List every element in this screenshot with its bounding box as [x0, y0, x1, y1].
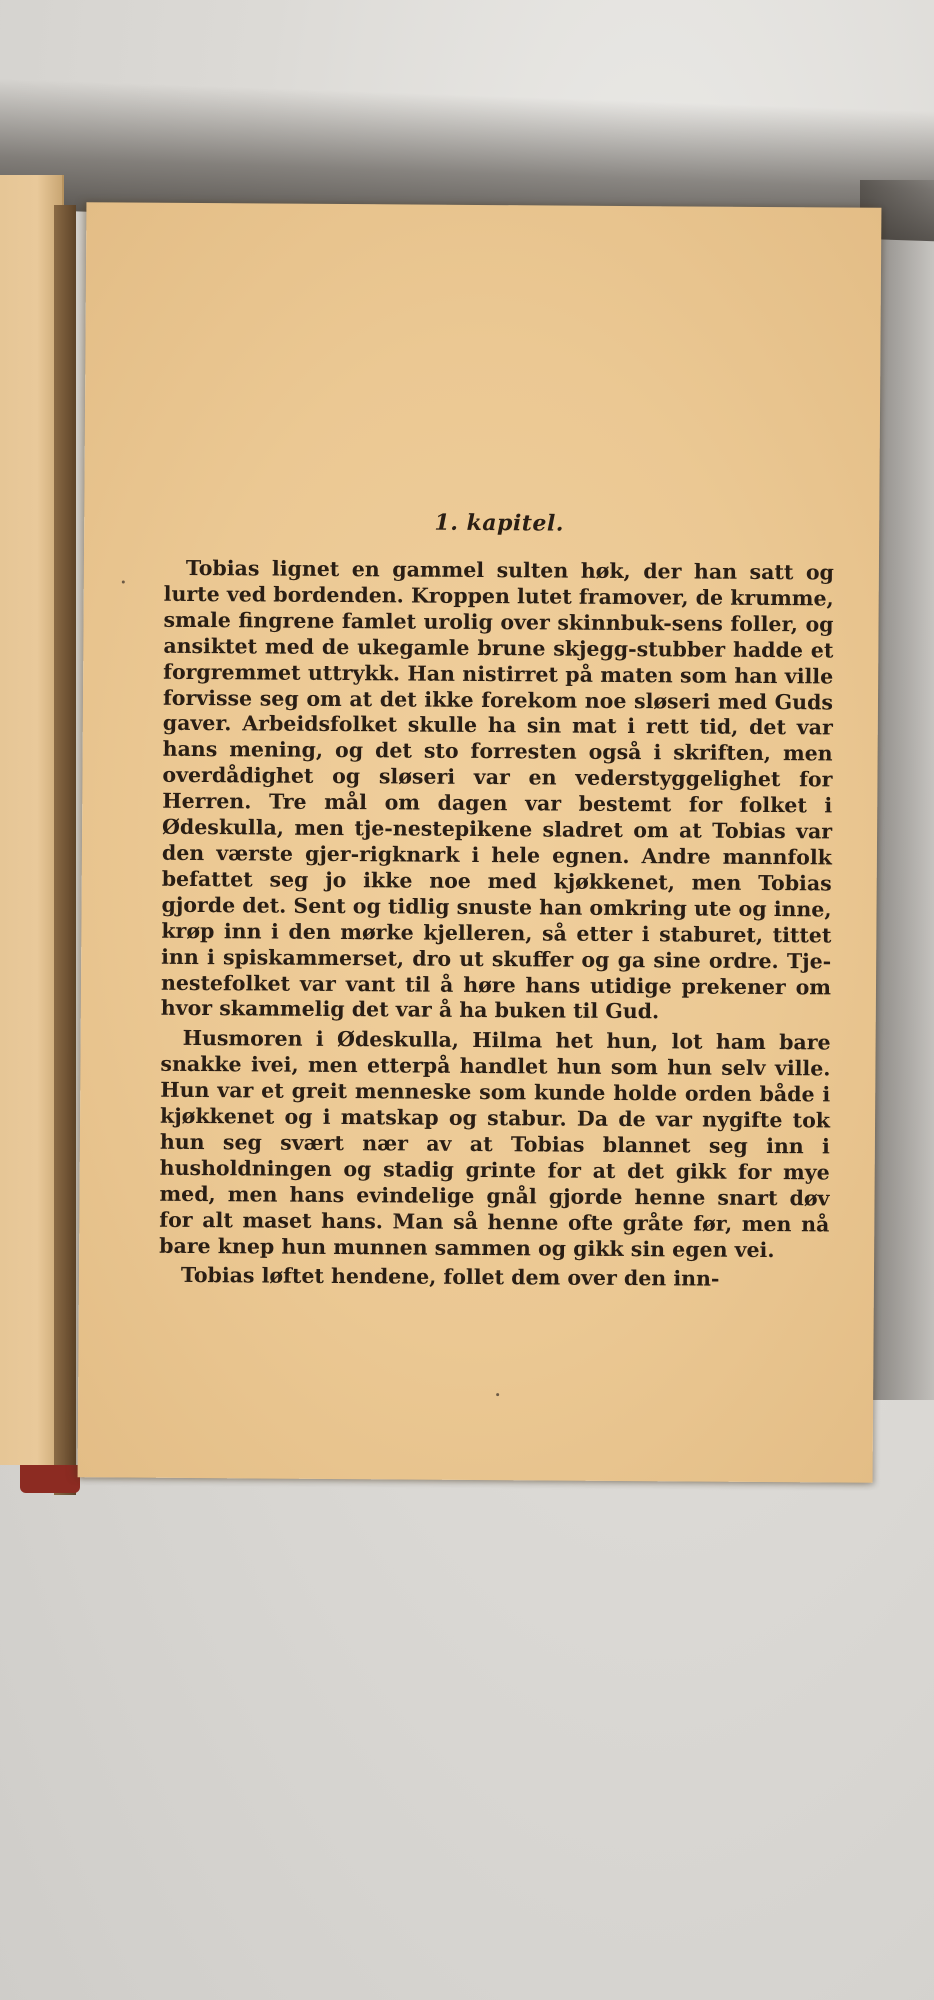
paper-speck — [496, 1393, 499, 1396]
book-cover-red-corner — [20, 1465, 80, 1493]
book-cover-edge — [54, 205, 76, 1495]
paragraph-2: Husmoren i Ødeskulla, Hilma het hun, lot ham bare snakke ivei, men etterpå handlet hun som hun selv ville. Hun var et greit menneske som kunde holde orden både i kjøkkenet og i matskap og stabur. Da de var nygifte tok hun seg svært nær av at Tobias blannet seg inn i husholdningen og stadig grinte for at det gikk for mye med, men hans evindelige gnål gjorde henne snart døv for alt maset hans. Man så henne ofte gråte før, men nå bare knep hun munnen sammen og gikk sin egen vei. — [159, 1026, 831, 1262]
paragraph-1: Tobias lignet en gammel sulten høk, der han satt og lurte ved bordenden. Kroppen lutet framover, de krumme, smale fingrene famlet urolig over skinnbuk-sens foller, og ansiktet med de ukegamle brune skjegg-stubber hadde et forgremmet uttrykk. Han nistirret på maten som han ville forvisse seg om at det ikke forekom noe sløseri med Guds gaver. Arbeidsfolket skulle ha sin mat i rett tid, det var hans mening, og det sto forresten også i skriften, men overdådighet og sløseri var en vederstyggelighet for Herren. Tre mål om dagen var bestemt for folket i Ødeskulla, men tje-nestepikene sladret om at Tobias var den værste gjer-rigknark i hele egnen. Andre mannfolk befattet seg jo ikke noe med kjøkkenet, men Tobias gjorde det. Sent og tidlig snuste han omkring ute og inne, krøp inn i den mørke kjelleren, så etter i staburet, tittet inn i spiskammerset, dro ut skuffer og ga sine ordre. Tje-nestefolket var vant til å høre hans utidige prekener om hvor skammelig det var å ha buken til Gud. — [160, 555, 834, 1024]
chapter-title: 1. kapitel. — [434, 509, 565, 537]
book-page — [78, 202, 882, 1483]
page-text-block — [159, 508, 834, 1294]
paper-speck — [122, 580, 125, 583]
paragraph-3: Tobias løftet hendene, follet dem over den inn- — [180, 1263, 720, 1292]
